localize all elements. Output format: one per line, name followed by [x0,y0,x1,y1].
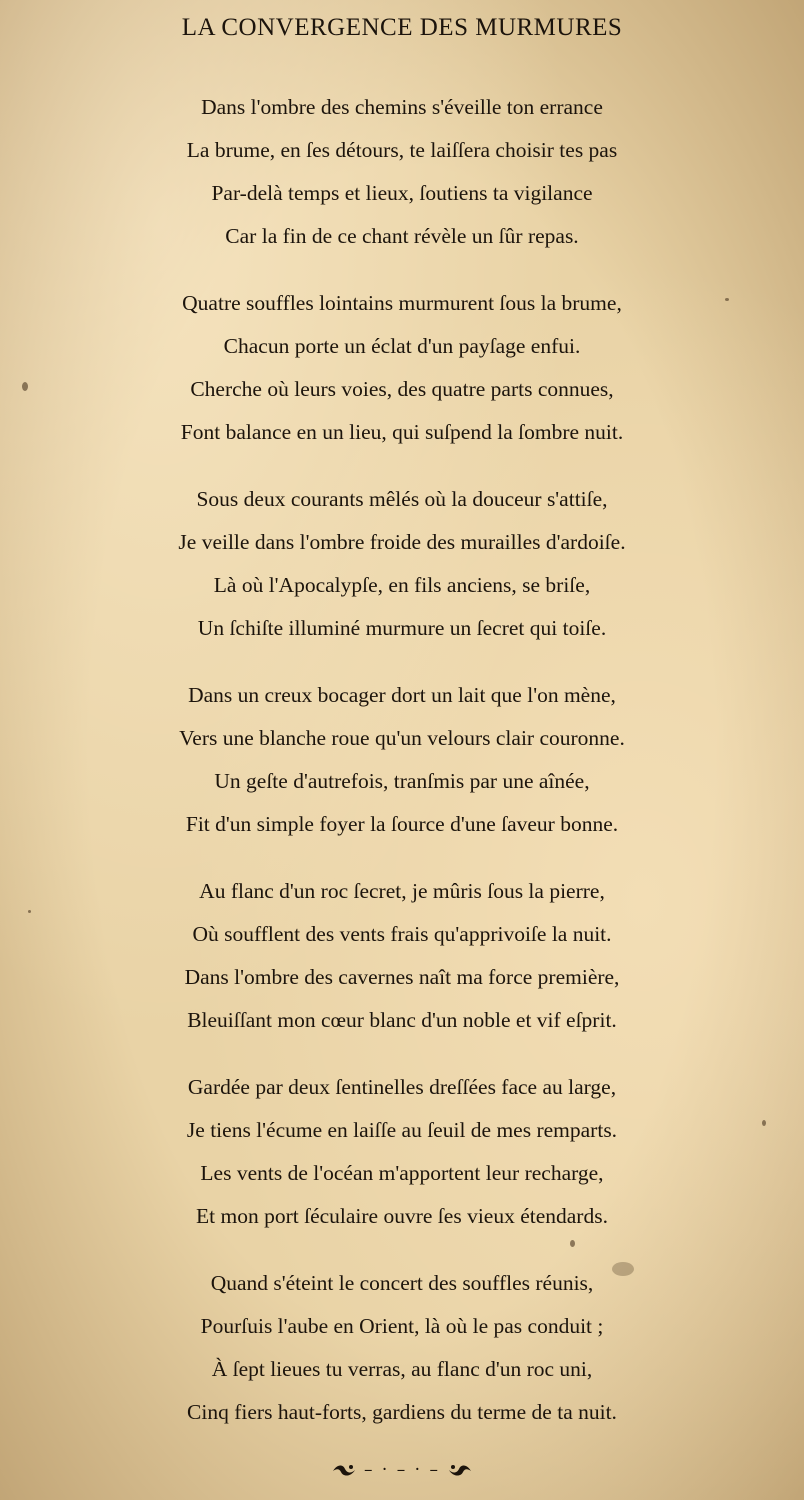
poem-line: Dans l'ombre des chemins s'éveille ton errance [201,95,603,119]
poem-line: Là où l'Apocalypſe, en fils anciens, se briſe, [213,573,591,597]
poem-line: Dans un creux bocager dort un lait que l'on mène, [188,683,616,707]
poem-line: Vers une blanche roue qu'un velours clair couronne. [179,726,625,750]
stanza-7 [0,1262,804,1458]
paper-speck [762,1120,766,1126]
stanza-5 [0,870,804,1066]
poem-line: Je veille dans l'ombre froide des murailles d'ardoiſe. [178,530,626,554]
poem-line: Un ſchiſte illuminé murmure un ſecret qui toiſe. [197,616,607,640]
poem-line: Sous deux courants mêlés où la douceur s'attiſe, [196,487,608,511]
poem-line: Pourſuis l'aube en Orient, là où le pas conduit ; [200,1314,604,1338]
fleuron-left-icon [331,1460,364,1480]
stanza-2 [0,282,804,478]
poem-line: Dans l'ombre des cavernes naît ma force première, [184,965,620,989]
paper-speck [22,382,28,391]
poem-line: Les vents de l'océan m'apportent leur recharge, [200,1161,604,1185]
closing-ornament [0,1460,804,1480]
poem-line: Fit d'un simple foyer la ſource d'une ſaveur bonne. [185,812,619,836]
poem-line: La brume, en ſes détours, te laiſſera choisir tes pas [186,138,618,162]
paper-speck [725,298,729,301]
poem-line: Car la fin de ce chant révèle un ſûr repas. [225,224,579,248]
paper-speck [570,1240,575,1247]
stanza-1 [0,86,804,282]
poem-line: Où soufflent des vents frais qu'apprivoiſe la nuit. [192,922,612,946]
poem-line: Un geſte d'autrefois, tranſmis par une aînée, [214,769,590,793]
poem-line: Font balance en un lieu, qui suſpend la ſombre nuit. [180,420,624,444]
poem-line: Chacun porte un éclat d'un payſage enfui. [223,334,581,358]
poem-title: LA CONVERGENCE DES MURMURES [181,14,623,41]
poem-line: À ſept lieues tu verras, au flanc d'un roc uni, [211,1357,593,1381]
poem-line: Au flanc d'un roc ſecret, je mûris ſous la pierre, [199,879,605,903]
stanza-4 [0,674,804,870]
poem-line: Cinq fiers haut-forts, gardiens du terme de ta nuit. [187,1400,617,1424]
poem-line: Par-delà temps et lieux, ſoutiens ta vigilance [211,181,593,205]
poem-line: Quand s'éteint le concert des souffles réunis, [210,1271,594,1295]
poem-line: Cherche où leurs voies, des quatre parts connues, [190,377,614,401]
poem-line: Bleuiſſant mon cœur blanc d'un noble et vif eſprit. [187,1008,617,1032]
poem-body [0,86,804,1458]
paper-speck [28,910,31,913]
stanza-6 [0,1066,804,1262]
ornament-dashes: – · – · – [364,1460,440,1480]
poem-line: Quatre souffles lointains murmurent ſous la brume, [182,291,622,315]
stanza-3 [0,478,804,674]
fleuron-right-icon [447,1460,473,1480]
poem-line: Je tiens l'écume en laiſſe au ſeuil de mes remparts. [186,1118,618,1142]
poem-line: Et mon port ſéculaire ouvre ſes vieux étendards. [196,1204,608,1228]
paper-speck [612,1262,634,1276]
poem-line: Gardée par deux ſentinelles dreſſées face au large, [187,1075,617,1099]
